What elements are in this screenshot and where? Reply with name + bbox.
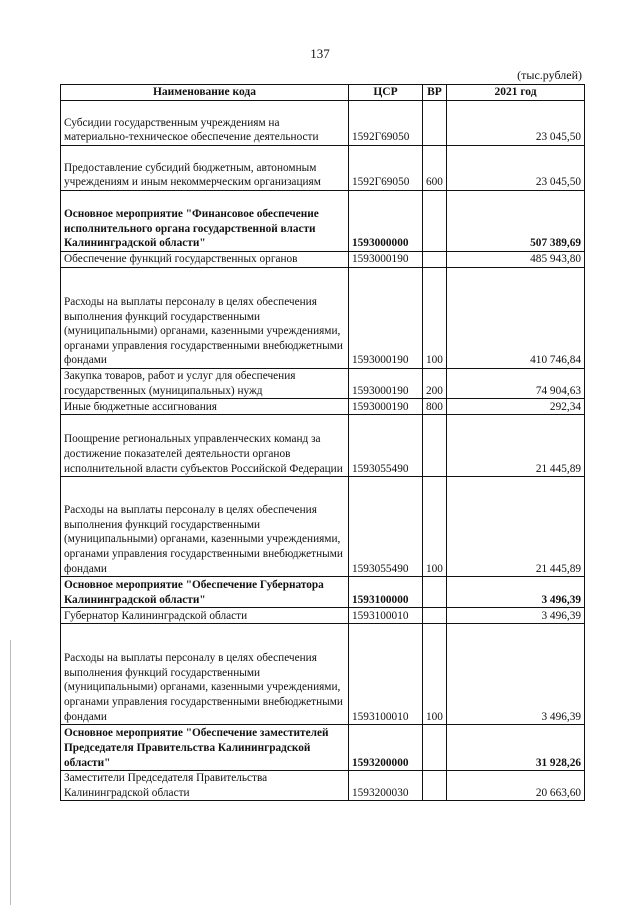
cell-sum: 23 045,50 bbox=[447, 101, 585, 146]
table-row bbox=[61, 725, 585, 771]
cell-vr: 800 bbox=[423, 399, 447, 415]
cell-vr: 100 bbox=[423, 624, 447, 725]
cell-name: Основное мероприятие "Обеспечение заместителей Председателя Правительства Калининградской области" bbox=[61, 725, 349, 771]
header-vr: ВР bbox=[423, 85, 447, 101]
table-body bbox=[61, 101, 585, 801]
cell-csr: 1593200000 bbox=[349, 725, 423, 771]
cell-sum: 74 904,63 bbox=[447, 369, 585, 399]
cell-csr: 1593200030 bbox=[349, 771, 423, 801]
cell-name: Расходы на выплаты персоналу в целях обеспечения выполнения функций государственными (муниципальными) органами, казенными учреждениями, органами управления государственными внебюджетными фондами bbox=[61, 477, 349, 577]
cell-csr: 1592Г69050 bbox=[349, 146, 423, 191]
cell-vr bbox=[423, 415, 447, 477]
page-number: 137 bbox=[310, 46, 330, 61]
cell-csr: 1593000190 bbox=[349, 369, 423, 399]
cell-sum: 21 445,89 bbox=[447, 477, 585, 577]
cell-sum: 485 943,80 bbox=[447, 252, 585, 268]
cell-name: Основное мероприятие "Финансовое обеспечение исполнительного органа государственной власти Калининградской области" bbox=[61, 191, 349, 252]
cell-csr: 1593100010 bbox=[349, 608, 423, 624]
cell-sum: 3 496,39 bbox=[447, 624, 585, 725]
cell-csr: 1593000190 bbox=[349, 399, 423, 415]
cell-vr bbox=[423, 101, 447, 146]
cell-vr: 200 bbox=[423, 369, 447, 399]
cell-sum: 23 045,50 bbox=[447, 146, 585, 191]
table-row bbox=[61, 146, 585, 191]
cell-name: Заместители Председателя Правительства Калининградской области bbox=[61, 771, 349, 801]
header-csr: ЦСР bbox=[349, 85, 423, 101]
table-row bbox=[61, 268, 585, 369]
cell-sum: 31 928,26 bbox=[447, 725, 585, 771]
cell-name: Основное мероприятие "Обеспечение Губернатора Калининградской области" bbox=[61, 577, 349, 608]
cell-vr: 600 bbox=[423, 146, 447, 191]
cell-csr: 1593000190 bbox=[349, 252, 423, 268]
cell-csr: 1593055490 bbox=[349, 477, 423, 577]
table-row bbox=[61, 369, 585, 399]
table-row bbox=[61, 477, 585, 577]
table-row bbox=[61, 624, 585, 725]
units-label: (тыс.рублей) bbox=[517, 68, 582, 82]
cell-name: Расходы на выплаты персоналу в целях обеспечения выполнения функций государственными (муниципальными) органами, казенными учреждениями, органами управления государственными внебюджетными фондами bbox=[61, 268, 349, 369]
cell-csr: 1592Г69050 bbox=[349, 101, 423, 146]
table-row bbox=[61, 252, 585, 268]
cell-name: Закупка товаров, работ и услуг для обеспечения государственных (муниципальных) нужд bbox=[61, 369, 349, 399]
table-row bbox=[61, 399, 585, 415]
table-row bbox=[61, 191, 585, 252]
cell-vr: 100 bbox=[423, 268, 447, 369]
cell-sum: 292,34 bbox=[447, 399, 585, 415]
cell-csr: 1593000000 bbox=[349, 191, 423, 252]
table-row bbox=[61, 771, 585, 801]
table-row bbox=[61, 101, 585, 146]
cell-vr: 100 bbox=[423, 477, 447, 577]
cell-name: Поощрение региональных управленческих команд за достижение показателей деятельности органов исполнительной власти субъектов Российской Федерации bbox=[61, 415, 349, 477]
header-sum: 2021 год bbox=[447, 85, 585, 101]
cell-vr bbox=[423, 771, 447, 801]
budget-table bbox=[60, 84, 585, 801]
cell-name: Обеспечение функций государственных органов bbox=[61, 252, 349, 268]
cell-name: Субсидии государственным учреждениям на материально-техническое обеспечение деятельности bbox=[61, 101, 349, 146]
cell-sum: 507 389,69 bbox=[447, 191, 585, 252]
table-row bbox=[61, 577, 585, 608]
header-name: Наименование кода bbox=[61, 85, 349, 101]
cell-name: Расходы на выплаты персоналу в целях обеспечения выполнения функций государственными (муниципальными) органами, казенными учреждениями, органами управления государственными внебюджетными фондами bbox=[61, 624, 349, 725]
cell-csr: 1593055490 bbox=[349, 415, 423, 477]
cell-vr bbox=[423, 577, 447, 608]
cell-name: Предоставление субсидий бюджетным, автономным учреждениям и иным некоммерческим организациям bbox=[61, 146, 349, 191]
cell-sum: 3 496,39 bbox=[447, 577, 585, 608]
cell-vr bbox=[423, 252, 447, 268]
cell-name: Губернатор Калининградской области bbox=[61, 608, 349, 624]
table-row bbox=[61, 608, 585, 624]
cell-sum: 20 663,60 bbox=[447, 771, 585, 801]
table-header-row bbox=[61, 85, 585, 101]
table-row bbox=[61, 415, 585, 477]
cell-csr: 1593100000 bbox=[349, 577, 423, 608]
cell-sum: 410 746,84 bbox=[447, 268, 585, 369]
cell-sum: 21 445,89 bbox=[447, 415, 585, 477]
cell-vr bbox=[423, 191, 447, 252]
cell-sum: 3 496,39 bbox=[447, 608, 585, 624]
cell-name: Иные бюджетные ассигнования bbox=[61, 399, 349, 415]
cell-csr: 1593100010 bbox=[349, 624, 423, 725]
cell-csr: 1593000190 bbox=[349, 268, 423, 369]
cell-vr bbox=[423, 608, 447, 624]
cell-vr bbox=[423, 725, 447, 771]
scan-margin-line bbox=[10, 640, 11, 905]
